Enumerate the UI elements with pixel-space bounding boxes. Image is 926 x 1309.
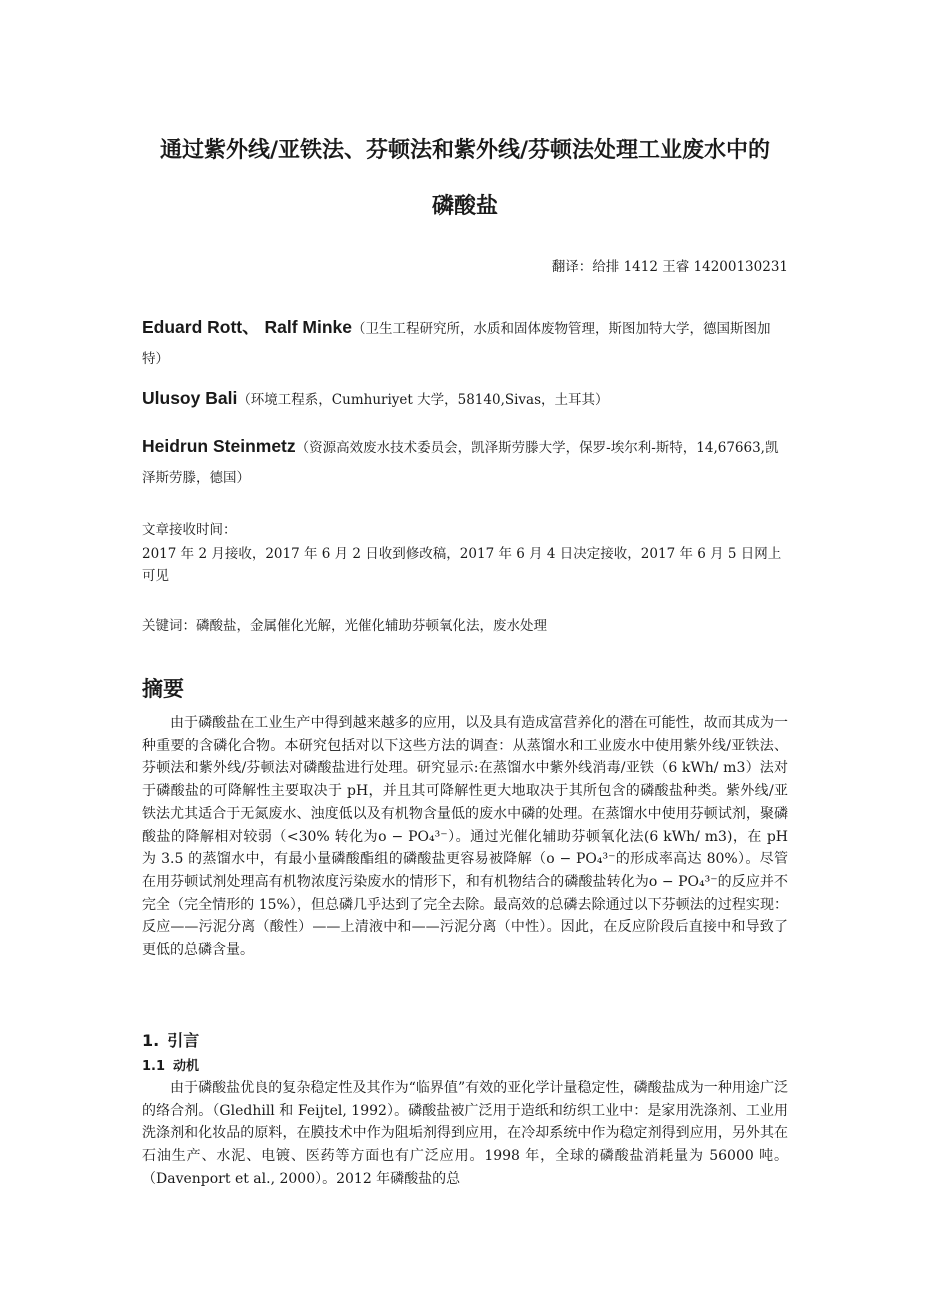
author-names: Ulusoy Bali bbox=[142, 388, 238, 408]
title-line-1: 通过紫外线/亚铁法、芬顿法和紫外线/芬顿法处理工业废水中的 bbox=[159, 138, 771, 163]
author-block-1 bbox=[142, 312, 788, 374]
keywords: 关键词：磷酸盐，金属催化光解，光催化辅助芬顿氧化法，废水处理 bbox=[142, 618, 547, 634]
author-block-3 bbox=[142, 431, 788, 493]
abstract-text: 由于磷酸盐在工业生产中得到越来越多的应用，以及具有造成富营养化的潜在可能性，故而其成为一种重要的含磷化合物。本研究包括对以下这些方法的调查：从蒸馏水和工业废水中使用紫外线/亚铁法、芬顿法和紫外线/芬顿法对磷酸盐进行处理。研究显示:在蒸馏水中紫外线消毒/亚铁（6 kWh/ m3）法对于磷酸盐的可降解性主要取决于 pH，并且其可降解性更大地取决于其所包含的磷酸盐种类。紫外线/亚铁法尤其适合于无氮废水、浊度低以及有机物含量低的废水中磷的处理。在蒸馏水中使用芬顿试剂，聚磷酸盐的降解相对较弱（<30% 转化为o − PO₄³⁻）。通过光催化辅助芬顿氧化法(6 kWh/ m3)，在 pH 为 3.5 的蒸馏水中，有最小量磷酸酯组的磷酸盐更容易被降解（o − PO₄³⁻的形成率高达 80%）。尽管在用芬顿试剂处理高有机物浓度污染废水的情形下，和有机物结合的磷酸盐转化为o − PO₄³⁻的反应并不完全（完全情形的 15%），但总磷几乎达到了完全去除。最高效的总磷去除通过以下芬顿法的过程实现：反应——污泥分离（酸性）——上清液中和——污泥分离（中性）。因此，在反应阶段后直接中和导致了更低的总磷含量。 bbox=[142, 715, 788, 959]
abstract-heading: 摘要 bbox=[142, 677, 184, 701]
section-number: 1. bbox=[142, 1031, 160, 1050]
author-affiliation: （卫生工程研究所，水质和固体废物管理，斯图加特大学，德国斯图加特） bbox=[142, 321, 771, 367]
subsection-number: 1.1 bbox=[142, 1059, 166, 1074]
section-title: 引言 bbox=[167, 1031, 200, 1050]
author-affiliation: （环境工程系，Cumhuriyet 大学，58140,Sivas，土耳其） bbox=[237, 392, 609, 408]
subsection-heading-motivation bbox=[142, 1055, 199, 1074]
author-block-2 bbox=[142, 383, 788, 415]
author-affiliation: （资源高效废水技术委员会，凯泽斯劳滕大学，保罗-埃尔利-斯特，14,67663,凯泽斯劳滕，德国） bbox=[142, 440, 779, 486]
subsection-title: 动机 bbox=[173, 1059, 200, 1074]
title-line-2: 磷酸盐 bbox=[431, 194, 498, 219]
author-names: Heidrun Steinmetz bbox=[142, 436, 296, 456]
received-dates: 2017 年 2 月接收，2017 年 6 月 2 日收到修改稿，2017 年 6 月 4 日决定接收，2017 年 6 月 5 日网上可见 bbox=[142, 546, 782, 584]
author-names: Eduard Rott、 Ralf Minke bbox=[142, 317, 353, 337]
translator-credit: 翻译：给排 1412 王睿 14200130231 bbox=[551, 259, 788, 275]
received-label: 文章接收时间： bbox=[142, 522, 237, 538]
introduction-text: 由于磷酸盐优良的复杂稳定性及其作为“临界值”有效的亚化学计量稳定性，磷酸盐成为一种用途广泛的络合剂。（Gledhill 和 Feijtel, 1992）。磷酸盐被广泛用于造纸和纺织工业中：是家用洗涤剂、工业用洗涤剂和化妆品的原料，在膜技术中作为阻垢剂得到应用，在冷却系统中作为稳定剂得到应用，另外其在石油生产、水泥、电镀、医药等方面也有广泛应用。1998 年，全球的磷酸盐消耗量为 56000 吨。（Davenport et al., 2000）。2012 年磷酸盐的总 bbox=[142, 1080, 788, 1187]
section-heading-introduction bbox=[142, 1028, 199, 1051]
